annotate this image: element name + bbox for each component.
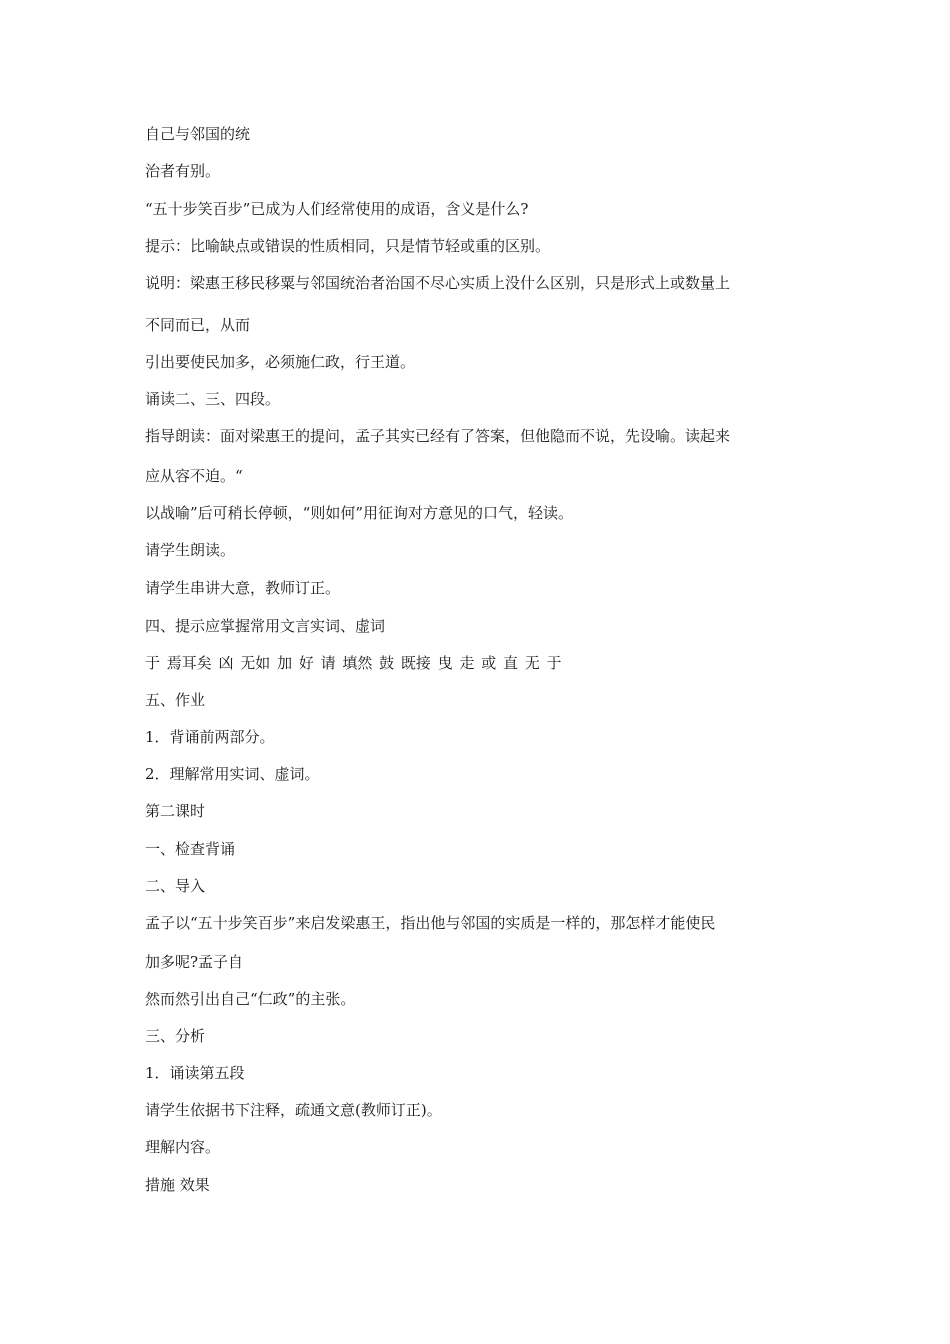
document-body xyxy=(145,124,813,1196)
text-line: 以战喻”后可稍长停顿，“则如何”用征询对方意见的口气，轻读。 xyxy=(145,504,574,522)
text-line: 四、提示应掌握常用文言实词、虚词 xyxy=(145,617,386,635)
text-line: 然而然引出自己“仁政”的主张。 xyxy=(145,990,356,1008)
text-line: 治者有别。 xyxy=(145,162,221,180)
vocabulary-line: 于 焉耳矣 凶 无如 加 好 请 填然 鼓 既接 曳 走 或 直 无 于 xyxy=(145,654,562,672)
section-heading: 第二课时 xyxy=(145,802,206,820)
text-line: 二、导入 xyxy=(145,877,206,895)
text-line: 2．理解常用实词、虚词。 xyxy=(145,765,320,783)
text-line: 一、检查背诵 xyxy=(145,840,236,858)
text-line: “五十步笑百步”已成为人们经常使用的成语，含义是什么? xyxy=(145,200,529,218)
text-line: 诵读二、三、四段。 xyxy=(145,390,281,408)
text-line: 孟子以“五十步笑百步”来启发梁惠王，指出他与邻国的实质是一样的，那怎样才能使民 xyxy=(145,914,716,932)
text-line: 1．背诵前两部分。 xyxy=(145,728,275,746)
text-line: 不同而已，从而 xyxy=(145,316,251,334)
text-line: 请学生串讲大意，教师订正。 xyxy=(145,579,341,597)
text-line: 五、作业 xyxy=(145,691,206,709)
text-line: 说明：梁惠王移民移粟与邻国统治者治国不尽心实质上没什么区别，只是形式上或数量上 xyxy=(145,274,731,292)
text-line: 措施 效果 xyxy=(145,1176,210,1194)
text-line: 自己与邻国的统 xyxy=(145,125,251,143)
text-line: 指导朗读：面对梁惠王的提问，孟子其实已经有了答案，但他隐而不说，先设喻。读起来 xyxy=(145,427,731,445)
text-line: 请学生朗读。 xyxy=(145,541,236,559)
text-line: 加多呢?孟子自 xyxy=(145,953,244,971)
text-line: 1．诵读第五段 xyxy=(145,1064,245,1082)
text-line: 理解内容。 xyxy=(145,1138,221,1156)
text-line: 三、分析 xyxy=(145,1027,206,1045)
text-line: 请学生依据书下注释，疏通文意(教师订正)。 xyxy=(145,1101,442,1119)
text-line: 提示：比喻缺点或错误的性质相同，只是情节轻或重的区别。 xyxy=(145,237,551,255)
text-line: 引出要使民加多，必须施仁政，行王道。 xyxy=(145,353,416,371)
text-line: 应从容不迫。“ xyxy=(145,467,243,485)
